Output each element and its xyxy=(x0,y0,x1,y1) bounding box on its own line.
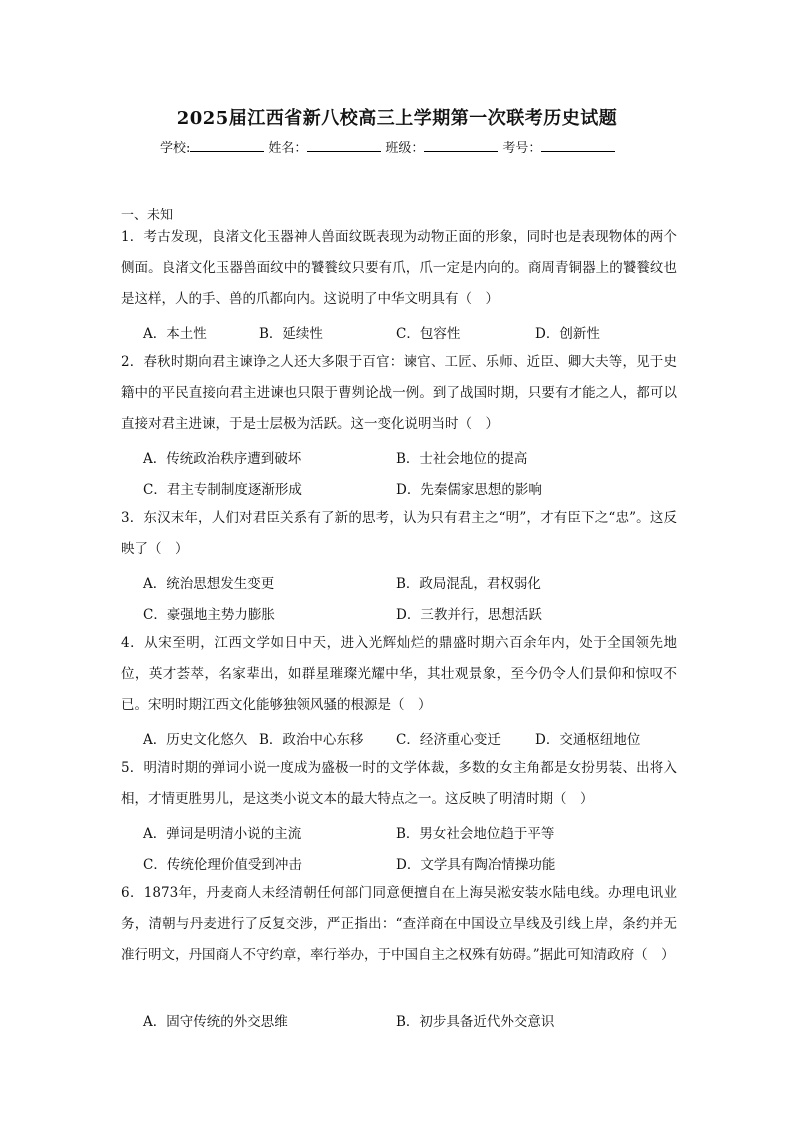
question-3-stem: 3．东汉末年，人们对君臣关系有了新的思考，认为只有君主之“明”，才有臣下之“忠”。这反映了（ ） xyxy=(121,510,677,557)
student-info-line xyxy=(160,137,619,156)
name-blank xyxy=(307,139,381,152)
question-2-stem: 2．春秋时期向君主谏诤之人还大多限于百官：谏官、工匠、乐师、近臣、卿大夫等，见于史籍中的平民直接向君主进谏也只限于曹刿论战一例。到了战国时期，只要有才能之人，都可以直接对君主进谏，于是士层极为活跃。这一变化说明当时（ ） xyxy=(121,354,677,432)
option-d: D．先秦儒家思想的影响 xyxy=(396,482,542,498)
option-b: B．初步具备近代外交意识 xyxy=(396,1014,555,1030)
section-heading: 一、未知 xyxy=(121,208,174,223)
option-a: A．固守传统的外交思维 xyxy=(143,1014,288,1030)
option-a: A．本土性 xyxy=(143,326,207,342)
option-b: B．政治中心东移 xyxy=(259,732,364,748)
option-b: B．士社会地位的提高 xyxy=(396,451,528,467)
option-b: B．延续性 xyxy=(259,326,323,342)
option-c: C．君主专制制度逐渐形成 xyxy=(143,482,302,498)
name-label: 姓名： xyxy=(268,141,308,156)
school-label: 学校: xyxy=(160,141,191,156)
option-d: D．三教并行，思想活跃 xyxy=(396,607,542,623)
option-c: C．包容性 xyxy=(396,326,461,342)
question-6-stem: 6．1873年，丹麦商人未经清朝任何部门同意便擅自在上海吴淞安装水陆电线。办理电讯业务，清朝与丹麦进行了反复交涉，严正指出：“查洋商在中国设立旱线及引线上岸，条约并无准行明文，丹国商人不守约章，率行举办，于中国自主之权殊有妨碍。”据此可知清政府（ ） xyxy=(121,885,677,963)
option-b: B．政局混乱，君权弱化 xyxy=(396,576,541,592)
option-a: A．传统政治秩序遭到破坏 xyxy=(143,451,302,467)
option-d: D．交通枢纽地位 xyxy=(535,732,641,748)
school-blank xyxy=(190,139,264,152)
exam-no-label: 考号： xyxy=(502,141,542,156)
exam-title: 2025届江西省新八校高三上学期第一次联考历史试题 xyxy=(176,108,618,129)
question-4-stem: 4．从宋至明，江西文学如日中天，进入光辉灿烂的鼎盛时期六百余年内，处于全国领先地位，英才荟萃，名家辈出，如群星璀璨光耀中华，其壮观景象，至今仍令人们景仰和惊叹不已。宋明时期江西文化能够独领风骚的根源是（ ） xyxy=(121,635,677,713)
option-a: A．弹词是明清小说的主流 xyxy=(143,826,302,842)
option-c: C．传统伦理价值受到冲击 xyxy=(143,857,302,873)
option-a: A．历史文化悠久 xyxy=(143,732,248,748)
option-c: C．豪强地主势力膨胀 xyxy=(143,607,275,623)
option-a: A．统治思想发生变更 xyxy=(143,576,275,592)
option-d: D．文学具有陶冶情操功能 xyxy=(396,857,556,873)
class-label: 班级： xyxy=(385,141,425,156)
option-b: B．男女社会地位趋于平等 xyxy=(396,826,555,842)
class-blank xyxy=(424,139,498,152)
exam-no-blank xyxy=(541,139,615,152)
option-c: C．经济重心变迁 xyxy=(396,732,501,748)
question-1-stem: 1．考古发现，良渚文化玉器神人兽面纹既表现为动物正面的形象，同时也是表现物体的两个侧面。良渚文化玉器兽面纹中的饕餮纹只要有爪，爪一定是内向的。商周青铜器上的饕餮纹也是这样，人的手、兽的爪都向内。这说明了中华文明具有（ ） xyxy=(121,229,677,307)
option-d: D．创新性 xyxy=(535,326,600,342)
question-5-stem: 5．明清时期的弹词小说一度成为盛极一时的文学体裁，多数的女主角都是女扮男装、出将入相，才情更胜男儿，是这类小说文本的最大特点之一。这反映了明清时期（ ） xyxy=(121,760,677,807)
